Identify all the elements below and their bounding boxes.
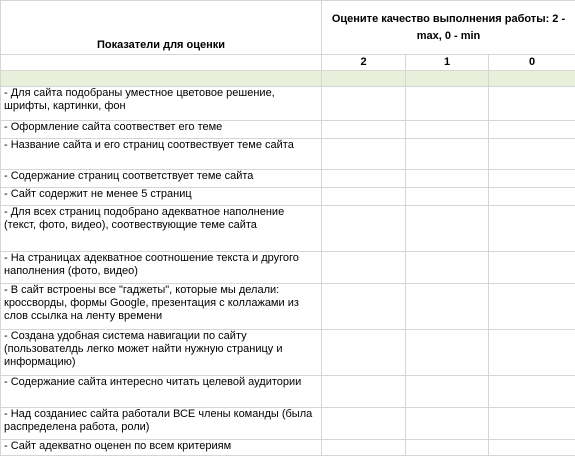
score-2-cell[interactable] — [322, 188, 406, 206]
score-0-cell[interactable] — [489, 170, 575, 188]
criterion-label: - Содержание страниц соответствует теме сайта — [1, 170, 322, 188]
score-0-cell[interactable] — [489, 206, 575, 252]
score-2-cell[interactable] — [322, 440, 406, 456]
band-cell[interactable] — [489, 71, 575, 87]
criteria-column-header: Показатели для оценки — [1, 1, 322, 55]
score-1-cell[interactable] — [406, 139, 489, 170]
criterion-row — [1, 206, 575, 252]
criterion-label: - Для сайта подобраны уместное цветовое решение, шрифты, картинки, фон — [1, 87, 322, 121]
criterion-label: - Сайт содержит не менее 5 страниц — [1, 188, 322, 206]
score-0-cell[interactable] — [489, 121, 575, 139]
criterion-label: - Оформление сайта соотвествет его теме — [1, 121, 322, 139]
green-band-row — [1, 71, 575, 87]
criterion-row — [1, 330, 575, 376]
score-1-cell[interactable] — [406, 330, 489, 376]
criterion-label: - На страницах адекватное соотношение текста и другого наполнения (фото, видео) — [1, 252, 322, 284]
score-0-cell[interactable] — [489, 87, 575, 121]
score-1-cell[interactable] — [406, 252, 489, 284]
score-1-cell[interactable] — [406, 206, 489, 252]
score-2-header: 2 — [322, 55, 406, 71]
score-2-cell[interactable] — [322, 284, 406, 330]
criterion-label: - В сайт встроены все "гаджеты", которые мы делали: кроссворды, формы Google, презентация с коллажами из слов ссылка на ленту времени — [1, 284, 322, 330]
score-1-cell[interactable] — [406, 408, 489, 440]
score-1-cell[interactable] — [406, 188, 489, 206]
criterion-row — [1, 440, 575, 456]
band-cell[interactable] — [406, 71, 489, 87]
score-1-cell[interactable] — [406, 87, 489, 121]
score-1-cell[interactable] — [406, 440, 489, 456]
criterion-row — [1, 408, 575, 440]
score-header-blank[interactable] — [1, 55, 322, 71]
score-2-cell[interactable] — [322, 121, 406, 139]
score-2-cell[interactable] — [322, 87, 406, 121]
score-0-cell[interactable] — [489, 376, 575, 408]
band-cell[interactable] — [322, 71, 406, 87]
score-header-row — [1, 55, 575, 71]
score-0-cell[interactable] — [489, 440, 575, 456]
score-2-cell[interactable] — [322, 139, 406, 170]
score-0-cell[interactable] — [489, 284, 575, 330]
header-row — [1, 1, 575, 55]
criterion-label: - Сайт адекватно оценен по всем критериям — [1, 440, 322, 456]
score-0-cell[interactable] — [489, 408, 575, 440]
score-2-cell[interactable] — [322, 376, 406, 408]
score-0-cell[interactable] — [489, 330, 575, 376]
rating-column-header: Оцените качество выполнения работы: 2 - max, 0 - min — [322, 1, 575, 55]
criterion-label: - Для всех страниц подобрано адекватное наполнение (текст, фото, видео), соотвествующие теме сайта — [1, 206, 322, 252]
score-0-cell[interactable] — [489, 252, 575, 284]
criterion-label: - Содержание сайта интересно читать целевой аудитории — [1, 376, 322, 408]
criterion-row — [1, 170, 575, 188]
score-0-cell[interactable] — [489, 188, 575, 206]
criterion-label: - Создана удобная система навигации по сайту (пользователдь легко может найти нужную страницу и информацию) — [1, 330, 322, 376]
criterion-row — [1, 139, 575, 170]
score-2-cell[interactable] — [322, 408, 406, 440]
score-1-cell[interactable] — [406, 121, 489, 139]
score-1-cell[interactable] — [406, 170, 489, 188]
score-0-header: 0 — [489, 55, 575, 71]
criterion-row — [1, 284, 575, 330]
criterion-row — [1, 376, 575, 408]
criterion-row — [1, 121, 575, 139]
criterion-row — [1, 87, 575, 121]
score-2-cell[interactable] — [322, 252, 406, 284]
score-0-cell[interactable] — [489, 139, 575, 170]
criterion-label: - Над созданиес сайта работали ВСЕ члены команды (была распределена работа, роли) — [1, 408, 322, 440]
score-1-header: 1 — [406, 55, 489, 71]
score-1-cell[interactable] — [406, 284, 489, 330]
score-2-cell[interactable] — [322, 330, 406, 376]
criterion-row — [1, 252, 575, 284]
score-2-cell[interactable] — [322, 170, 406, 188]
score-1-cell[interactable] — [406, 376, 489, 408]
criterion-row — [1, 188, 575, 206]
band-cell[interactable] — [1, 71, 322, 87]
score-2-cell[interactable] — [322, 206, 406, 252]
criterion-label: - Название сайта и его страниц соотвествует теме сайта — [1, 139, 322, 170]
